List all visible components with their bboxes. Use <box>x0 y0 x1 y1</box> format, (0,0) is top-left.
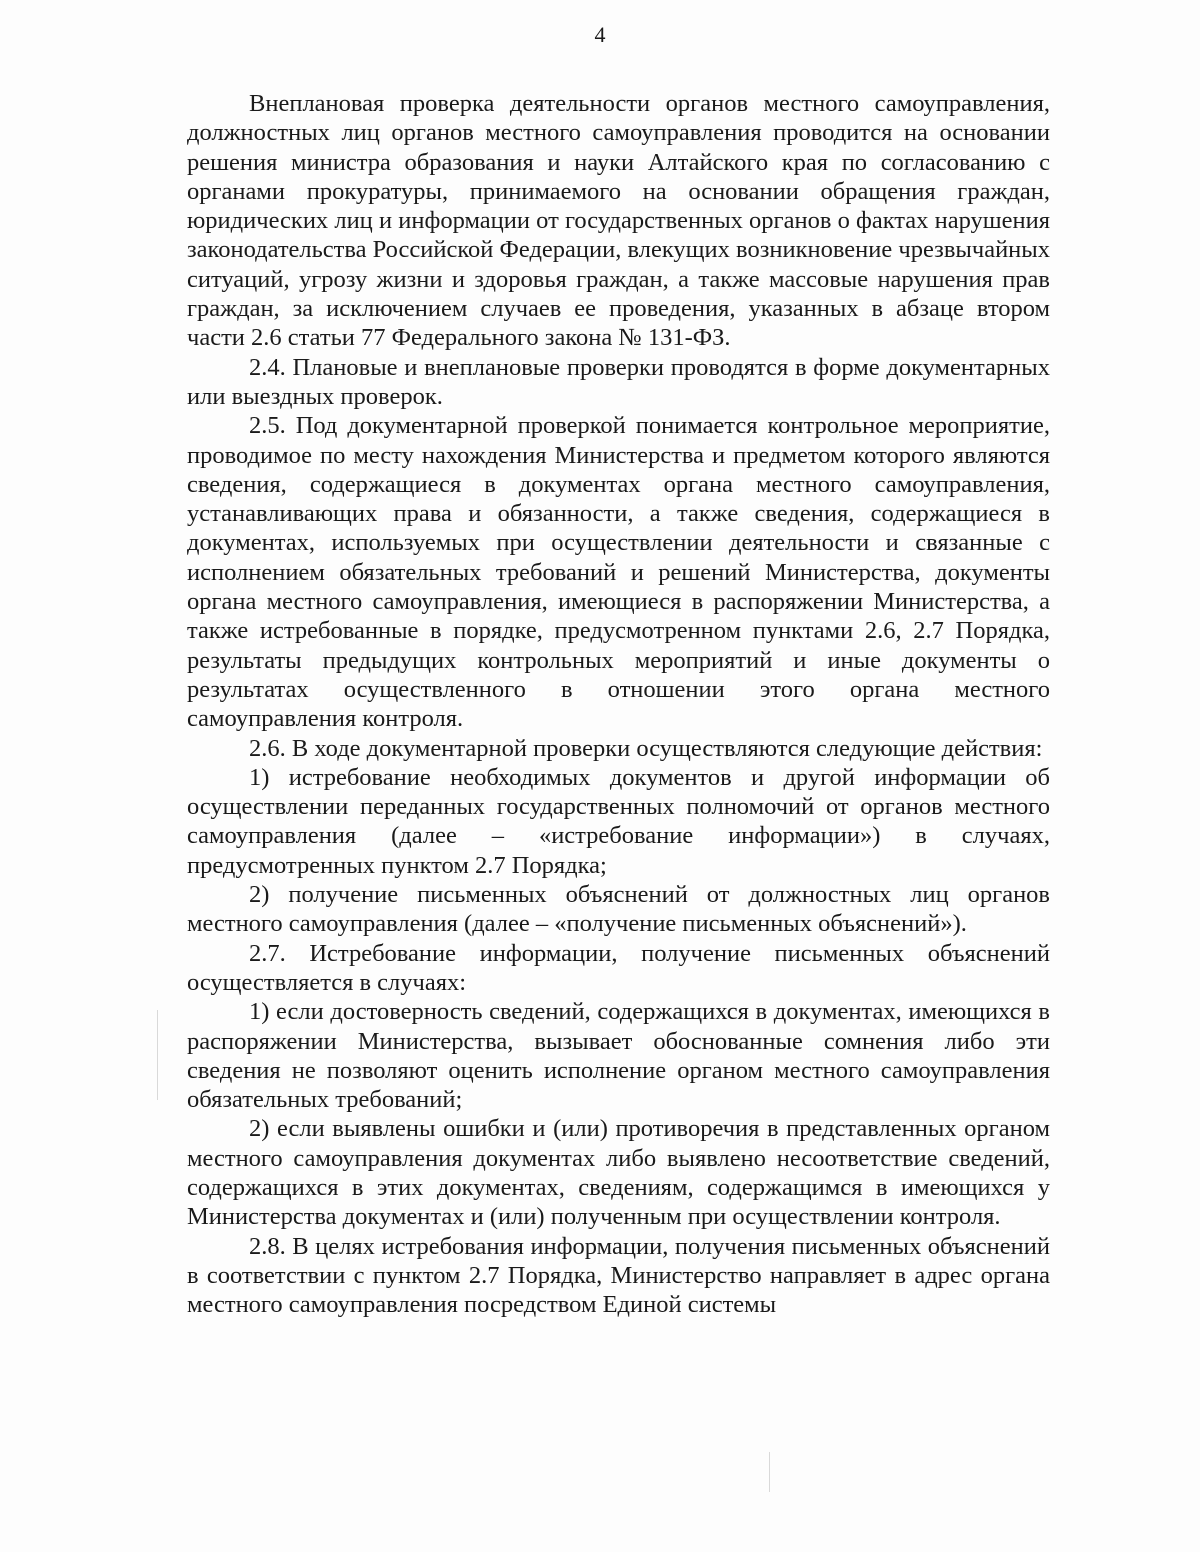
paragraph-2-6-item-2: 2) получение письменных объяснений от должностных лиц органов местного самоуправления (далее – «получение письменных объяснений»). <box>187 881 1050 938</box>
scan-artifact-line <box>769 1452 770 1492</box>
paragraph-2-6: 2.6. В ходе документарной проверки осуществляются следующие действия: <box>249 734 1043 762</box>
paragraph-2-8: 2.8. В целях истребования информации, получения письменных объяснений в соответствии с пунктом 2.7 Порядка, Министерство направляет в адрес органа местного самоуправления посредством Единой системы <box>187 1232 1050 1319</box>
paragraph-unscheduled-inspection: Внеплановая проверка деятельности органов местного самоуправления, должностных лиц органов местного самоуправления проводится на основании решения министра образования и науки Алтайского края по согласованию с органами прокуратуры, принимаемого на основании обращения граждан, юридических лиц и информации от государственных органов о фактах нарушения законодательства Российской Федерации, влекущих возникновение чрезвычайных ситуаций, угрозу жизни и здоровья граждан, а также массовые нарушения прав граждан, за исключением случаев ее проведения, указанных в абзаце втором части 2.6 статьи 77 Федерального закона № 131-ФЗ. <box>187 90 1050 352</box>
page-number: 4 <box>594 22 606 47</box>
paragraph-2-5: 2.5. Под документарной проверкой понимается контрольное мероприятие, проводимое по месту нахождения Министерства и предметом которого являются сведения, содержащиеся в документах органа местного самоуправления, устанавливающих права и обязанности, а также сведения, содержащиеся в документах, используемых при осуществлении деятельности и связанные с исполнением обязательных требований и решений Министерства, документы органа местного самоуправления, имеющиеся в распоряжении Министерства, а также истребованные в порядке, предусмотренном пунктами 2.6, 2.7 Порядка, результаты предыдущих контрольных мероприятий и иные документы о результатах осуществленного в отношении этого органа местного самоуправления контроля. <box>187 412 1050 733</box>
paragraph-2-6-item-1: 1) истребование необходимых документов и другой информации об осуществлении переданных государственных полномочий от органов местного самоуправления (далее – «истребование информации») в случаях, предусмотренных пунктом 2.7 Порядка; <box>187 763 1050 879</box>
paragraph-2-7: 2.7. Истребование информации, получение письменных объяснений осуществляется в случаях: <box>187 939 1050 996</box>
paragraph-2-7-item-2: 2) если выявлены ошибки и (или) противоречия в представленных органом местного самоуправления документах либо выявлено несоответствие сведений, содержащихся в этих документах, сведениям, содержащимся в имеющихся у Министерства документах и (или) полученным при осуществлении контроля. <box>187 1115 1050 1231</box>
paragraph-2-7-item-1: 1) если достоверность сведений, содержащихся в документах, имеющихся в распоряжении Министерства, вызывает обоснованные сомнения либо эти сведения не позволяют оценить исполнение органом местного самоуправления обязательных требований; <box>187 998 1050 1114</box>
paragraph-2-4: 2.4. Плановые и внеплановые проверки проводятся в форме документарных или выездных проверок. <box>187 353 1050 410</box>
scan-artifact-line <box>157 1010 158 1100</box>
document-body <box>187 89 1050 1319</box>
